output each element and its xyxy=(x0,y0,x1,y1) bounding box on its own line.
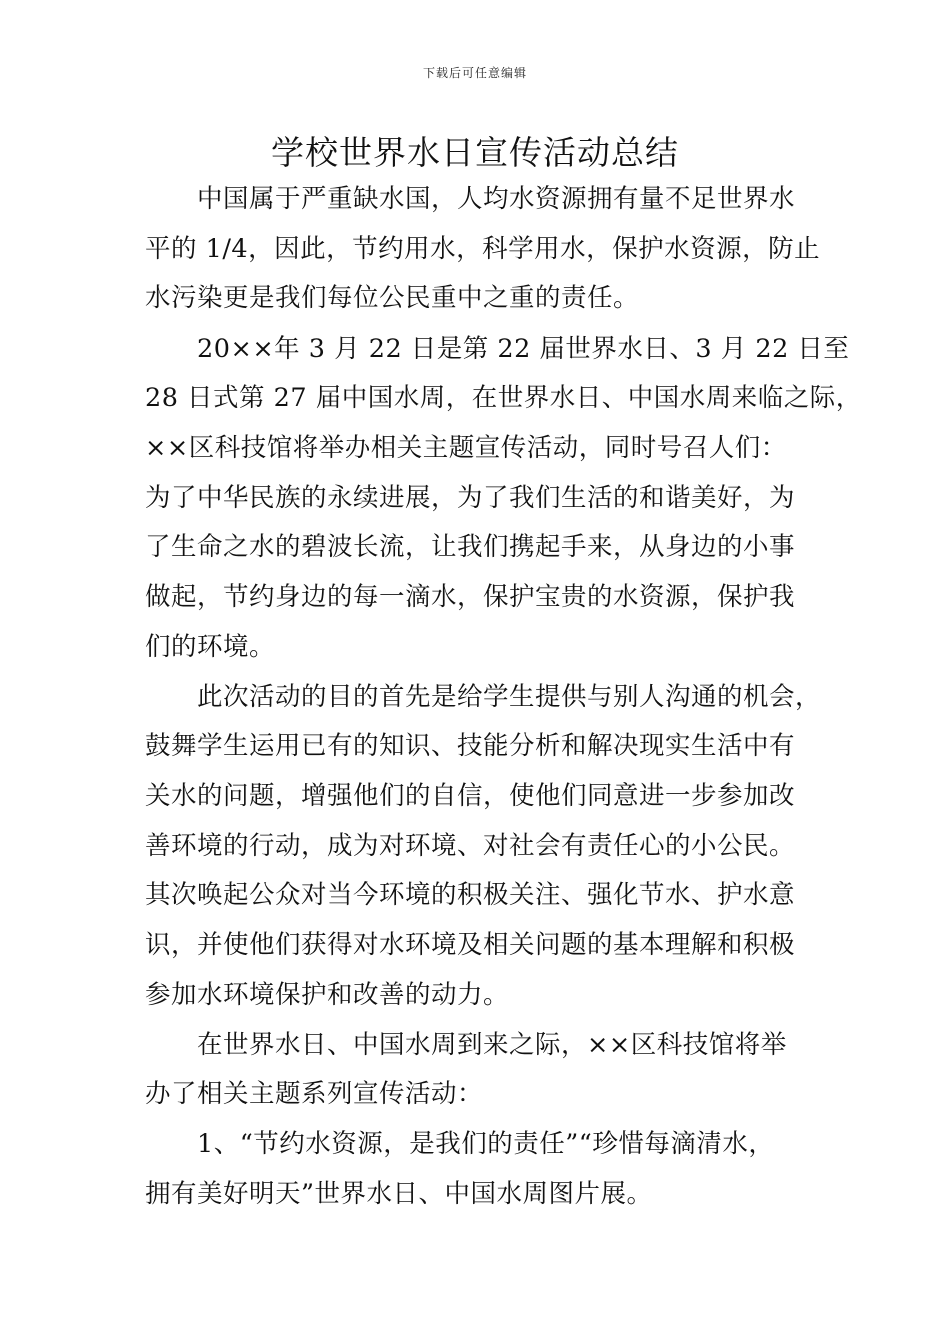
body-line: 中国属于严重缺水国，人均水资源拥有量不足世界水 xyxy=(145,184,796,214)
body-line: 此次活动的目的首先是给学生提供与别人沟通的机会， xyxy=(145,682,822,712)
body-line: 善环境的行动，成为对环境、对社会有责任心的小公民。 xyxy=(145,831,796,861)
body-line: 鼓舞学生运用已有的知识、技能分析和解决现实生活中有 xyxy=(145,731,796,761)
body-line: 在世界水日、中国水周到来之际，××区科技馆将举 xyxy=(145,1030,787,1060)
body-line: 参加水环境保护和改善的动力。 xyxy=(145,980,510,1010)
body-line: 20××年 3 月 22 日是第 22 届世界水日、3 月 22 日至 xyxy=(145,334,850,364)
body-line: 其次唤起公众对当今环境的积极关注、强化节水、护水意 xyxy=(145,880,796,910)
body-line: 关水的问题，增强他们的自信，使他们同意进一步参加改 xyxy=(145,781,796,811)
body-line: 平的 1/4，因此，节约用水，科学用水，保护水资源，防止 xyxy=(145,234,821,264)
body-line: 了生命之水的碧波长流，让我们携起手来，从身边的小事 xyxy=(145,532,796,562)
body-line: 做起，节约身边的每一滴水，保护宝贵的水资源，保护我 xyxy=(145,582,796,612)
body-line: 1、“节约水资源，是我们的责任”“珍惜每滴清水， xyxy=(145,1129,775,1159)
page-header: 下载后可任意编辑 xyxy=(422,66,527,80)
body-line: 为了中华民族的永续进展，为了我们生活的和谐美好，为 xyxy=(145,483,796,513)
body-line: 识，并使他们获得对水环境及相关问题的基本理解和积极 xyxy=(145,930,796,960)
document-title: 学校世界水日宣传活动总结 xyxy=(271,133,679,172)
body-line: 们的环境。 xyxy=(145,632,276,662)
body-line: 水污染更是我们每位公民重中之重的责任。 xyxy=(145,283,640,313)
body-line: 28 日式第 27 届中国水周，在世界水日、中国水周来临之际， xyxy=(145,383,862,413)
body-line: 办了相关主题系列宣传活动： xyxy=(145,1079,484,1109)
body-line: ××区科技馆将举办相关主题宣传活动，同时号召人们： xyxy=(145,433,787,463)
body-line: 拥有美好明天”世界水日、中国水周图片展。 xyxy=(145,1179,653,1209)
